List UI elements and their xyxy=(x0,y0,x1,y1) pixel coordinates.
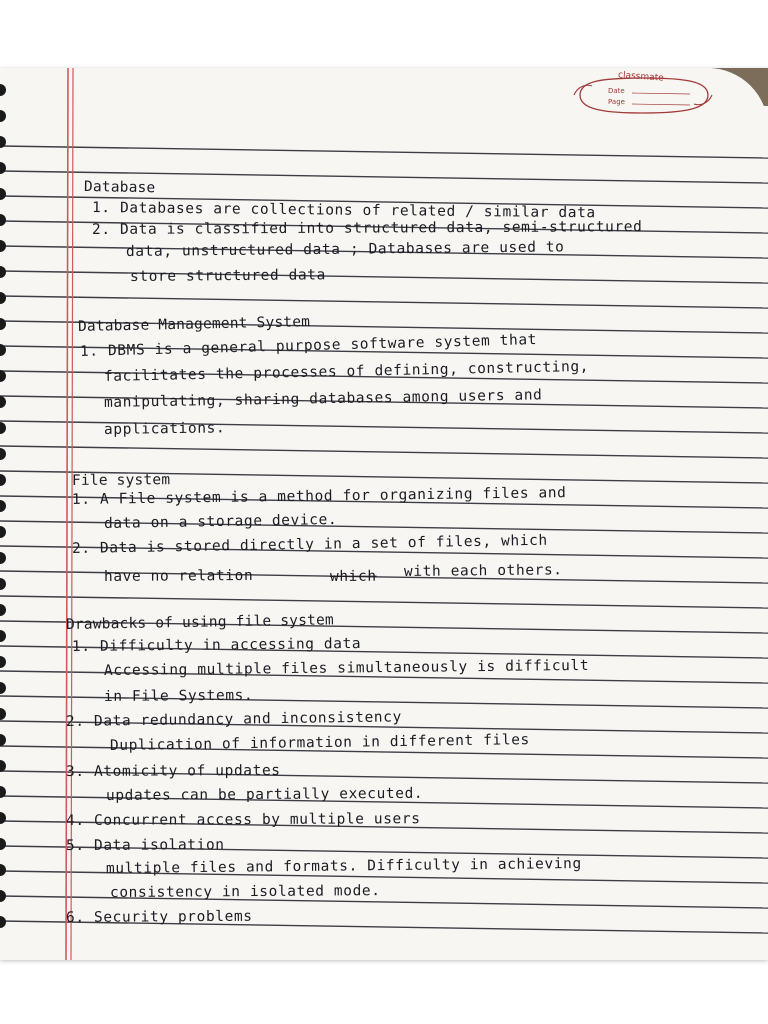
ruled-line xyxy=(0,596,768,608)
note-line: Duplication of information in different files xyxy=(109,732,530,754)
note-line: consistency in isolated mode. xyxy=(109,883,381,901)
brand-logo: classmate xyxy=(617,70,664,84)
ruled-line xyxy=(0,446,768,458)
note-line: 1. A File system is a method for organizing files and xyxy=(71,485,567,508)
note-line: 2. Data is classified into structured data, semi-structured xyxy=(91,219,643,238)
note-line: data, unstructured data ; Databases are used to xyxy=(125,239,565,260)
note-line: 1. Databases are collections of related / similar data xyxy=(91,200,596,222)
note-line: 2. Data redundancy and inconsistency xyxy=(65,709,402,730)
note-line: updates can be partially executed. xyxy=(105,785,424,804)
note-line: 4. Concurrent access by multiple users xyxy=(65,811,421,829)
ruled-line xyxy=(0,296,768,308)
note-line: Accessing multiple files simultaneously is difficult xyxy=(103,657,590,679)
note-line: with each others. xyxy=(403,562,563,580)
note-line: facilitates the processes of defining, constructing, xyxy=(103,358,590,385)
note-line: manipulating, sharing databases among users and xyxy=(103,387,543,411)
note-line: 3. Atomicity of updates xyxy=(65,762,281,780)
note-line: 6. Security problems xyxy=(65,908,253,926)
section-heading-dbms: Database Management System xyxy=(77,314,311,335)
section-heading-file-system: File system xyxy=(71,472,171,489)
section-heading-drawbacks: Drawbacks of using file system xyxy=(65,612,335,633)
section-heading-database: Database xyxy=(83,179,156,197)
note-line: 2. Data is stored directly in a set of files, which xyxy=(71,532,548,557)
note-line: 5. Data isolation xyxy=(65,837,225,854)
struck-word: which xyxy=(329,568,377,585)
date-label: Date xyxy=(608,87,625,95)
note-line: multiple files and formats. Difficulty in achieving xyxy=(105,856,582,877)
note-line: in File Systems. xyxy=(103,687,254,705)
page-label: Page xyxy=(608,98,625,106)
note-line: data on a storage device. xyxy=(103,511,338,532)
note-line: have no relation xyxy=(103,567,254,585)
note-line: applications. xyxy=(103,420,226,438)
ruled-line xyxy=(0,146,768,158)
note-line: 1. DBMS is a general purpose software system that xyxy=(79,332,538,360)
note-line: store structured data xyxy=(129,267,326,285)
note-line: 1. Difficulty in accessing data xyxy=(71,635,362,655)
ruled-line xyxy=(0,271,768,283)
